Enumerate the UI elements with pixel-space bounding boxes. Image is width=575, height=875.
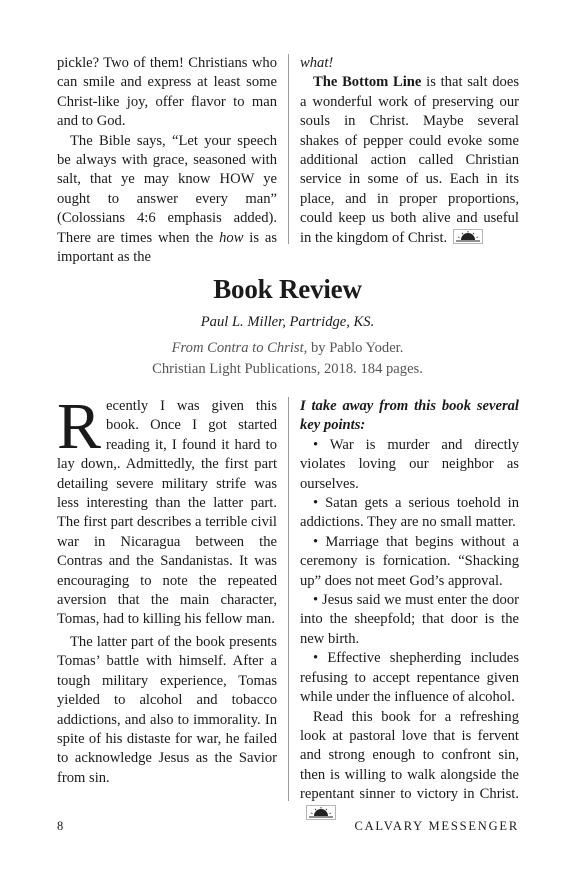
- top-right-column: [300, 54, 519, 248]
- sunrise-end-mark-icon: [306, 805, 336, 820]
- review-byline: Paul L. Miller, Partridge, KS.: [200, 314, 375, 330]
- paragraph: Read this book for a refreshing look at pastoral love that is fervent and strong enough to confront sin, then is willing to walk alongside the repentant sinner to victory in Christ.: [300, 708, 519, 824]
- section-title: Book Review: [213, 274, 362, 304]
- paragraph: The Bible says, “Let your speech be always with grace, seasoned with salt, that ye may know HOW ye ought to answer every man” (Colossians 4:6 emphasis added). There are times when the how is as important as the: [57, 132, 278, 266]
- page-number: 8: [57, 819, 64, 833]
- column-divider: [288, 54, 289, 244]
- review-left-column: [57, 390, 277, 788]
- book-author: by Pablo Yoder.: [307, 340, 404, 356]
- key-point: • War is murder and directly violates loving our neighbor as ourselves.: [300, 436, 519, 492]
- paragraph: The Bottom Line is that salt does a wonderful work of preserving our souls in Christ. Maybe several shakes of pepper could evoke some additional action called Christian service in some of us. Each in its place, and in proper proportions, could keep us both alive and useful in the kingdom of Christ.: [300, 74, 519, 246]
- paragraph: pickle? Two of them! Christians who can smile and express at least some Christ-like joy, offer flavor to man and to God.: [57, 55, 277, 130]
- book-source: [0, 338, 575, 380]
- key-points-heading: I take away from this book several key points:: [300, 398, 519, 434]
- key-point: • Satan gets a serious toehold in addictions. They are no small matter.: [300, 495, 519, 531]
- publisher-info: Christian Light Publications, 2018. 184 pages.: [152, 361, 423, 377]
- key-point: • Effective shepherding includes refusing to accept repentance given while under the influence of alcohol.: [300, 650, 519, 706]
- sunrise-end-mark-icon: [453, 229, 483, 244]
- paragraph: what!: [300, 55, 334, 71]
- drop-cap: R: [57, 390, 102, 463]
- column-divider: [288, 397, 289, 801]
- review-right-column: [300, 397, 519, 824]
- key-point: • Jesus said we must enter the door into the sheepfold; that door is the new birth.: [300, 592, 519, 647]
- paragraph: Recently I was given this book. Once I got started reading it, I found it hard to lay down,. Admittedly, the first part detailing severe military strife was less interesting than the latter part. The first part describes a terrible civil war in Nicaragua between the Contras and the Sandanistas. It was encouraging to note the repeated aversion that the main character, Tomas, had to killing his fellow man.: [57, 390, 277, 628]
- key-point: • Marriage that begins without a ceremony is fornication. “Shacking up” does not meet God’s approval.: [300, 533, 519, 589]
- paragraph: The latter part of the book presents Tomas’ battle with himself. After a tough military experience, Tomas yielded to alcohol and tobacco addictions, and also to immorality. In spite of his distaste for war, he failed to acknowledge Jesus as the Savior from sin.: [57, 633, 277, 786]
- book-title: From Contra to Christ,: [171, 340, 308, 356]
- publication-name: CALVARY MESSENGER: [354, 819, 519, 833]
- top-left-column: [57, 54, 277, 267]
